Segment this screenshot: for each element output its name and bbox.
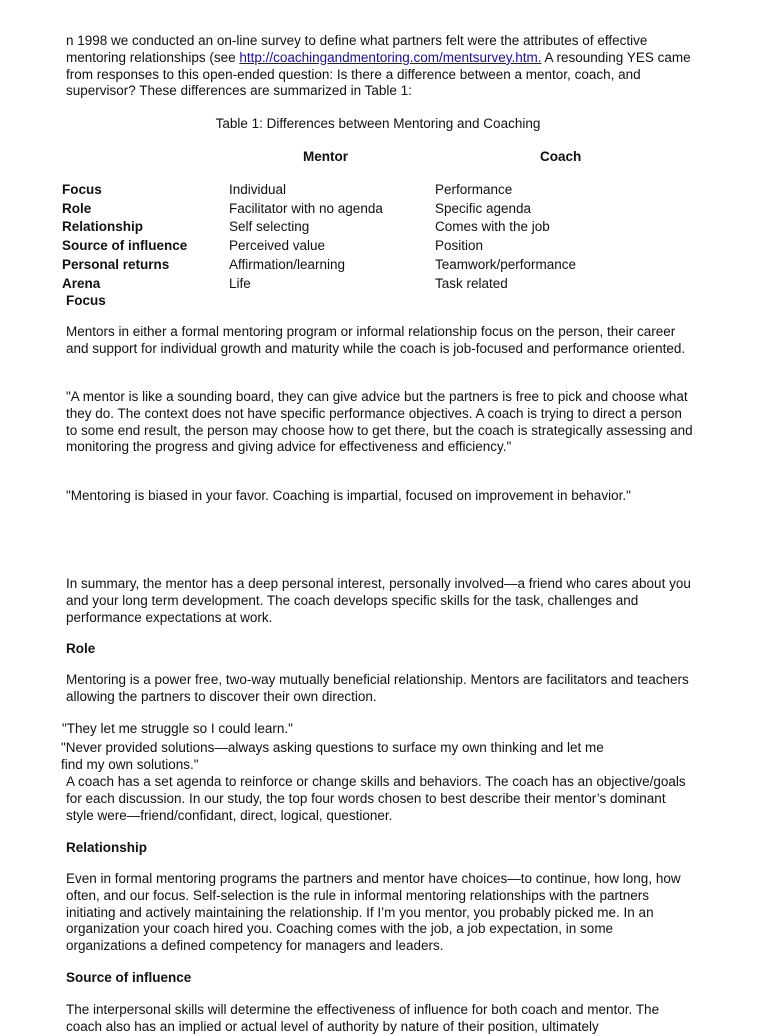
focus-quote-short: "Mentoring is biased in your favor. Coaching is impartial, focused on improvement in behavior." — [66, 488, 631, 503]
table-header-mentor: Mentor — [303, 149, 348, 164]
row-mentor-value: Affirmation/learning — [229, 257, 346, 272]
table-caption: Table 1: Differences between Mentoring and Coaching — [215, 116, 541, 131]
source-of-influence-paragraph: The interpersonal skills will determine the effectiveness of influence for both coach and mentor. The coach also has an implied or actual level of authority by nature of their position, ultimately — [66, 1002, 660, 1034]
focus-quote-paragraph: "A mentor is like a sounding board, they can give advice but the partners is free to pick and choose what they do. The context does not have specific performance objectives. A coach is trying to direct a person to some end result, the person may choose how to get there, but the coach is strategically assessing and monitoring the progress and giving advice for effectiveness and efficiency." — [66, 389, 693, 455]
role-heading: Role — [66, 641, 96, 656]
table-header-coach: Coach — [540, 149, 582, 164]
role-paragraph-1: Mentoring is a power free, two-way mutually beneficial relationship. Mentors are facilitators and teachers allowing the partners to discover their own direction. — [66, 672, 689, 704]
relationship-heading: Relationship — [66, 840, 148, 855]
table-row — [0, 219, 768, 237]
intro-text-end: A resounding YES came from responses to this open-ended question: Is there a difference between a mentor, coach, and supervisor? These differences are summarized in Table 1: — [66, 49, 691, 99]
table-row — [0, 238, 768, 256]
row-label: Relationship — [62, 219, 144, 234]
row-coach-value: Task related — [435, 276, 508, 291]
row-coach-value: Comes with the job — [435, 219, 550, 234]
table-row — [0, 182, 768, 200]
source-of-influence-heading: Source of influence — [66, 970, 192, 985]
relationship-paragraph: Even in formal mentoring programs the partners and mentor have choices—to continue, how long, how often, and our focus. Self-selection is the rule in informal mentoring relationships with the partners initiating and actively maintaining the relationship. If I’m you mentor, you probably picked me. In an organization your coach hired you. Coaching comes with the job, a job expectation, in some organizations a defined competency for managers and leaders. — [66, 871, 681, 954]
row-coach-value: Specific agenda — [435, 201, 532, 216]
table-row — [0, 257, 768, 275]
row-label: Focus — [62, 182, 102, 197]
row-coach-value: Teamwork/performance — [435, 257, 577, 272]
row-label: Role — [62, 201, 92, 216]
row-mentor-value: Perceived value — [229, 238, 326, 253]
row-mentor-value: Life — [229, 276, 251, 291]
row-label: Source of influence — [62, 238, 188, 253]
row-coach-value: Performance — [435, 182, 513, 197]
row-mentor-value: Facilitator with no agenda — [229, 201, 383, 216]
intro-paragraph — [66, 33, 696, 100]
table-row — [0, 276, 768, 294]
row-label: Arena — [62, 276, 101, 291]
role-quote-2: "Never provided solutions—always asking questions to surface my own thinking and let me find my own solutions." — [61, 740, 604, 772]
row-mentor-value: Self selecting — [229, 219, 310, 234]
focus-heading: Focus — [66, 293, 106, 308]
table-row — [0, 201, 768, 219]
summary-paragraph: In summary, the mentor has a deep personal interest, personally involved—a friend who cares about you and your long term development. The coach develops specific skills for the task, challenges and performance expectations at work. — [66, 576, 691, 625]
row-coach-value: Position — [435, 238, 484, 253]
row-label: Personal returns — [62, 257, 170, 272]
row-mentor-value: Individual — [229, 182, 287, 197]
role-paragraph-2: A coach has a set agenda to reinforce or change skills and behaviors. The coach has an objective/goals for each discussion. In our study, the top four words chosen to best describe their mentor’s dominant style were—friend/confidant, direct, logical, questioner. — [66, 774, 686, 823]
survey-link[interactable]: http://coachingandmentoring.com/mentsurvey.htm. — [239, 49, 542, 65]
role-quote-1: "They let me struggle so I could learn." — [62, 721, 293, 736]
focus-paragraph-1: Mentors in either a formal mentoring program or informal relationship focus on the person, their career and support for individual growth and maturity while the coach is job-focused and performance oriented. — [66, 324, 686, 356]
intro-text-start: n 1998 we conducted an on-line survey to define what partners felt were the attributes of effective mentoring relationships (see — [66, 33, 648, 65]
